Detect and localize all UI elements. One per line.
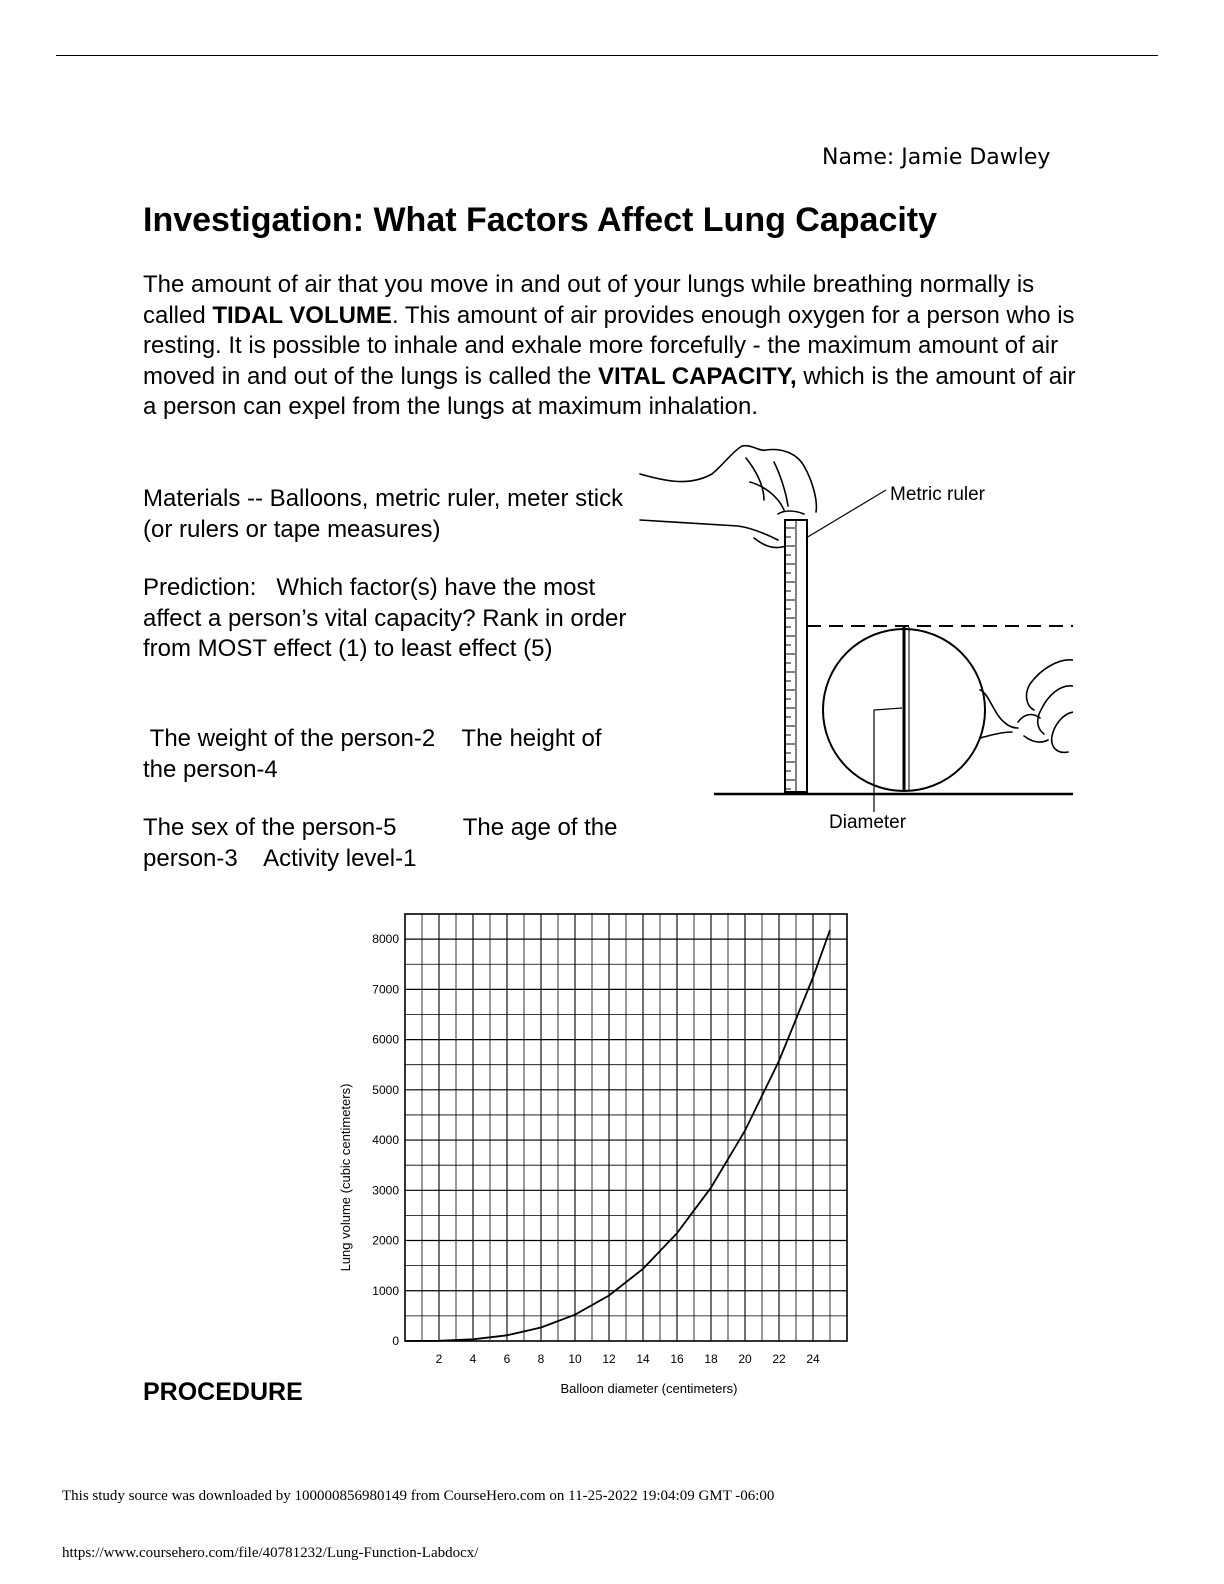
diameter-label: Diameter	[829, 812, 907, 833]
y-tick-label: 4000	[372, 1133, 399, 1148]
y-axis-label: Lung volume (cubic centimeters)	[338, 1083, 353, 1272]
y-tick-label: 6000	[372, 1032, 399, 1047]
balloon-knot-hand-illustration	[980, 660, 1073, 753]
diameter-marker	[874, 627, 909, 812]
x-axis-label: Balloon diameter (centimeters)	[560, 1381, 738, 1396]
metric-ruler	[785, 520, 807, 792]
x-tick-label: 14	[636, 1352, 650, 1366]
x-tick-label: 18	[704, 1352, 718, 1366]
intro-text-1: The amount of air that you move in and out of your lungs while breathing normally is called	[143, 271, 1035, 329]
download-source-notice: This study source was downloaded by 100000856980149 from CourseHero.com on 11-25-2022 19:04:09 GMT -06:00	[62, 1488, 775, 1504]
x-tick-label: 4	[469, 1352, 477, 1366]
student-name: Name: Jamie Dawley	[822, 145, 1051, 170]
factors-line-1: The weight of the person-2 The height of the person-4	[143, 725, 609, 783]
x-tick-label: 16	[670, 1352, 684, 1366]
y-tick-label: 0	[392, 1334, 399, 1348]
y-tick-label: 5000	[372, 1082, 399, 1097]
lung-volume-chart	[330, 905, 860, 1405]
x-tick-label: 10	[568, 1352, 582, 1366]
chart-grid	[405, 914, 847, 1341]
x-tick-label: 20	[738, 1352, 752, 1366]
y-tick-label: 1000	[372, 1283, 399, 1298]
x-tick-labels	[436, 1352, 820, 1366]
x-tick-label: 12	[602, 1352, 616, 1366]
x-tick-label: 2	[435, 1352, 443, 1366]
balloon-measurement-diagram	[628, 438, 1073, 838]
ruler-label: Metric ruler	[890, 484, 986, 505]
y-tick-label: 8000	[372, 932, 399, 947]
intro-text-3: which is the amount of air a person can expel from the lungs at maximum inhalation.	[143, 362, 1076, 421]
intro-paragraph	[143, 270, 1083, 423]
page-title: Investigation: What Factors Affect Lung Capacity	[143, 201, 938, 239]
factors-line-2: The sex of the person-5 The age of the person-3 Activity level-1	[143, 814, 625, 872]
x-tick-label: 24	[806, 1352, 820, 1366]
materials-paragraph: Materials -- Balloons, metric ruler, meter stick (or rulers or tape measures)	[143, 485, 624, 543]
procedure-heading: PROCEDURE	[143, 1378, 303, 1406]
lung-volume-curve	[405, 930, 830, 1341]
x-tick-label: 6	[503, 1352, 511, 1366]
intro-text-2: . This amount of air provides enough oxygen for a person who is resting. It is possible to inhale and exhale more forcefully - the maximum amount of air moved in and out of the lungs is called the	[143, 301, 1075, 390]
x-tick-label: 8	[537, 1352, 545, 1366]
ruler-label-leader	[806, 490, 886, 538]
y-tick-label: 7000	[372, 982, 399, 997]
vital-capacity-term: VITAL CAPACITY,	[597, 362, 797, 390]
source-url[interactable]: https://www.coursehero.com/file/40781232/Lung-Function-Labdocx/	[62, 1545, 479, 1561]
x-tick-label: 22	[772, 1352, 786, 1366]
header-rule	[56, 55, 1158, 56]
y-tick-label: 2000	[372, 1233, 399, 1248]
y-tick-labels	[372, 932, 399, 1348]
prediction-paragraph: Prediction: Which factor(s) have the most affect a person’s vital capacity? Rank in order from MOST effect (1) to least effect (5)	[143, 574, 634, 663]
tidal-volume-term: TIDAL VOLUME	[212, 301, 392, 329]
y-tick-label: 3000	[372, 1183, 399, 1198]
